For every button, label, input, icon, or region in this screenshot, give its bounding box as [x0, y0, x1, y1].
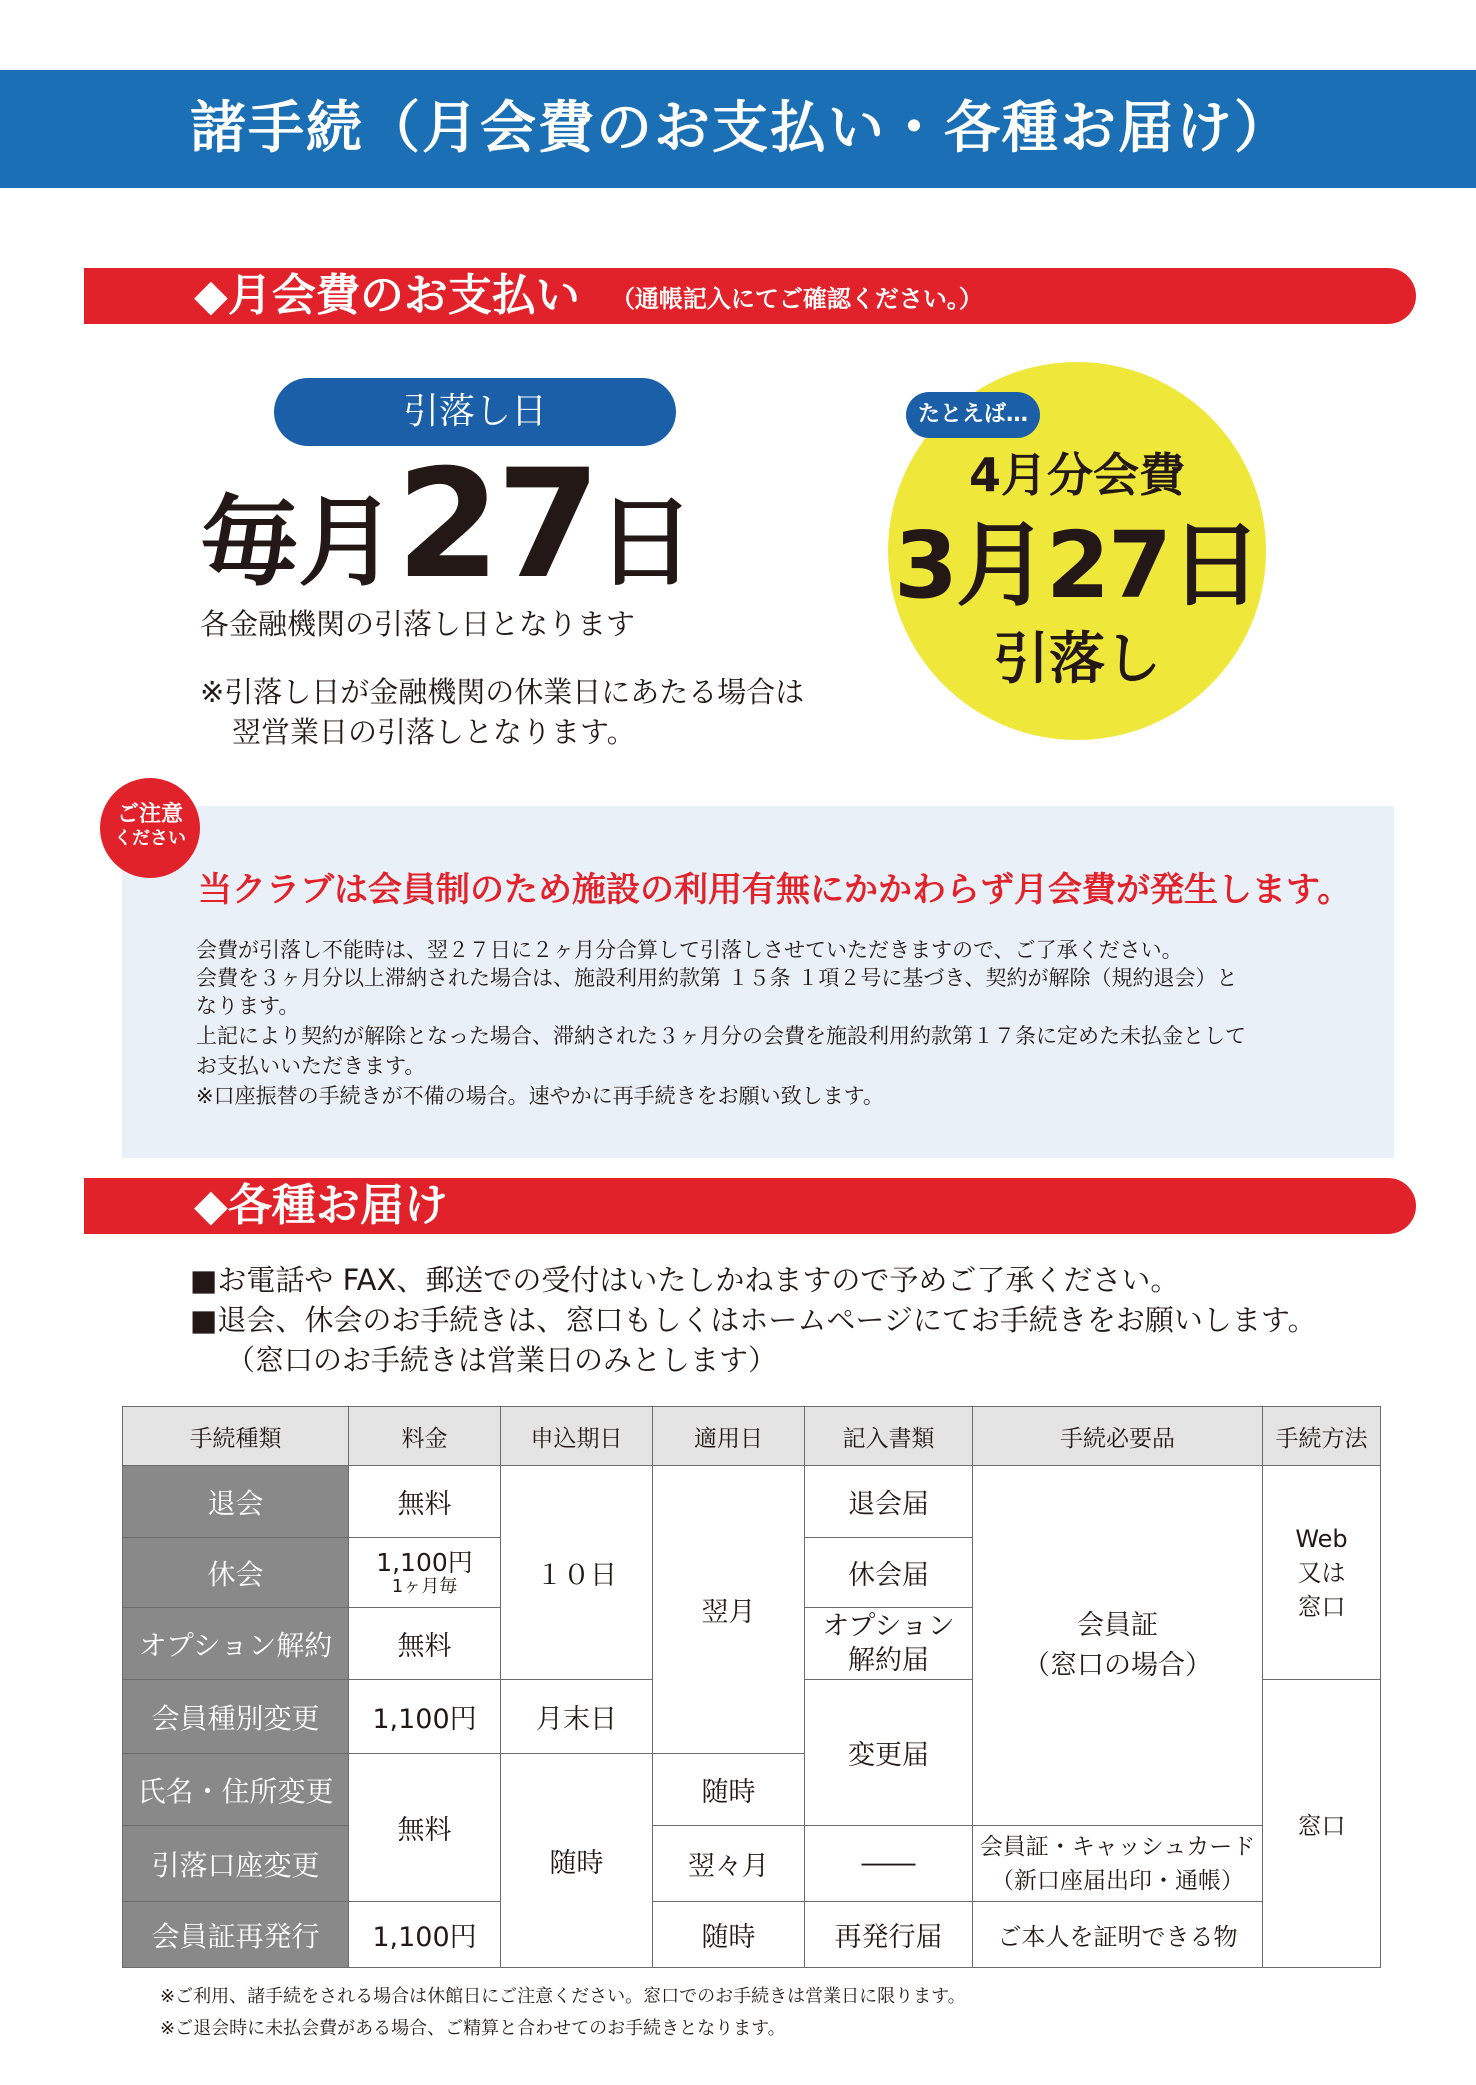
- footnote: ※ご退会時に未払会費がある場合、ご精算と合わせてのお手続きとなります。: [160, 2018, 786, 2039]
- table-row: [123, 1902, 1381, 1968]
- deadline-cell: 随時: [501, 1754, 653, 1968]
- apply-date-cell: 翌々月: [653, 1826, 805, 1902]
- notifications-section-header: [84, 1178, 1416, 1234]
- form-cell: 変更届: [805, 1680, 973, 1826]
- page-title-banner: [0, 70, 1476, 188]
- fee-cell: 1,100円: [349, 1902, 501, 1968]
- notification-line: ■お電話や FAX、郵送での受付はいたしかねますので予めご了承ください。: [190, 1263, 1180, 1297]
- holiday-note-line1: ※引落し日が金融機関の休業日にあたる場合は: [200, 675, 805, 709]
- column-header: 適用日: [653, 1407, 805, 1466]
- payment-section-header: [84, 268, 1416, 324]
- table-row: [123, 1466, 1381, 1538]
- debit-day-suffix: 日: [596, 486, 695, 600]
- fee-amount: 1,100円: [376, 1547, 473, 1577]
- caution-badge: [100, 778, 200, 878]
- fee-cell: [349, 1538, 501, 1608]
- procedure-type: 会員種別変更: [123, 1680, 349, 1754]
- notice-line: 上記により契約が解除となった場合、滞納された３ヶ月分の会費を施設利用約款第１７条に定めた未払金として: [196, 1024, 1246, 1048]
- caution-badge-line1: ご注意: [116, 802, 183, 827]
- debit-day-prefix: 毎月: [200, 486, 397, 600]
- apply-date-cell: 翌月: [653, 1466, 805, 1754]
- debit-day-number: 27: [396, 438, 597, 612]
- form-cell: [805, 1608, 973, 1680]
- example-debit: 引落し: [993, 627, 1161, 692]
- notice-headline: 当クラブは会員制のため施設の利用有無にかかわらず月会費が発生します。: [198, 870, 1352, 910]
- procedure-type: 氏名・住所変更: [123, 1754, 349, 1826]
- table-row: [123, 1826, 1381, 1902]
- holiday-note-line2: 翌営業日の引落しとなります。: [232, 715, 636, 749]
- deadline-cell: １０日: [501, 1466, 653, 1680]
- example-month-fee: 4月分会費: [968, 448, 1185, 502]
- fee-unit: 1ヶ月毎: [391, 1575, 458, 1597]
- method-cell: 窓口: [1263, 1680, 1381, 1968]
- required-items-cell: ご本人を証明できる物: [973, 1902, 1263, 1968]
- required-items-line1: 会員証・キャッシュカード: [979, 1833, 1256, 1860]
- apply-date-cell: 随時: [653, 1902, 805, 1968]
- payment-section-title: ◆月会費のお支払い: [194, 270, 580, 321]
- notification-line: （窓口のお手続きは営業日のみとします）: [226, 1343, 778, 1377]
- column-header: 手続方法: [1263, 1407, 1381, 1466]
- footnote: ※ご利用、諸手続をされる場合は休館日にご注意ください。窓口でのお手続きは営業日に限ります。: [160, 1986, 966, 2007]
- fee-cell: 無料: [349, 1608, 501, 1680]
- form-cell: ――: [805, 1826, 973, 1902]
- required-items-line2: （新口座届出印・通帳）: [991, 1867, 1244, 1894]
- debit-day-value: [200, 438, 695, 612]
- payment-section-note: （通帳記入にてご確認ください。）: [610, 284, 983, 313]
- form-line: オプション: [822, 1610, 955, 1642]
- column-header: 申込期日: [501, 1407, 653, 1466]
- notice-line: ※口座振替の手続きが不備の場合。速やかに再手続きをお願い致します。: [196, 1084, 884, 1108]
- required-items-line2: （窓口の場合）: [1023, 1649, 1212, 1681]
- form-cell: 再発行届: [805, 1902, 973, 1968]
- caution-badge-line2: ください: [114, 828, 186, 849]
- column-header: 料金: [349, 1407, 501, 1466]
- apply-date-cell: 随時: [653, 1754, 805, 1826]
- column-header: 手続必要品: [973, 1407, 1263, 1466]
- example-label: たとえば…: [906, 392, 1040, 438]
- notice-line: 会費を３ヶ月分以上滞納された場合は、施設利用約款第 １５条 １項２号に基づき、契約が解除（規約退会）と: [196, 966, 1238, 990]
- fee-cell: 無料: [349, 1754, 501, 1902]
- debit-note: 各金融機関の引落し日となります: [200, 607, 636, 641]
- form-cell: 休会届: [805, 1538, 973, 1608]
- column-header: 手続種類: [123, 1407, 349, 1466]
- required-items-cell: [973, 1826, 1263, 1902]
- page-title: 諸手続（月会費のお支払い・各種お届け）: [190, 96, 1292, 161]
- method-cell: [1263, 1466, 1381, 1680]
- notifications-section-title: ◆各種お届け: [194, 1180, 448, 1231]
- procedure-type: 会員証再発行: [123, 1902, 349, 1968]
- deadline-cell: 月末日: [501, 1680, 653, 1754]
- notification-line: ■退会、休会のお手続きは、窓口もしくはホームページにてお手続きをお願いします。: [190, 1303, 1317, 1337]
- notice-line: お支払いいただきます。: [196, 1054, 426, 1078]
- fee-cell: 1,100円: [349, 1680, 501, 1754]
- required-items-cell: [973, 1466, 1263, 1826]
- debit-day-label: 引落し日: [274, 378, 676, 446]
- example-date: 3月27日: [893, 512, 1261, 619]
- table-header-row: [123, 1407, 1381, 1466]
- form-cell: 退会届: [805, 1466, 973, 1538]
- column-header: 記入書類: [805, 1407, 973, 1466]
- procedure-type: 退会: [123, 1466, 349, 1538]
- method-line: 窓口: [1297, 1592, 1346, 1621]
- required-items-line1: 会員証: [1077, 1609, 1158, 1641]
- form-line: 解約届: [848, 1644, 929, 1676]
- fee-cell: 無料: [349, 1466, 501, 1538]
- procedures-table: [122, 1406, 1381, 1968]
- method-line: Web: [1295, 1524, 1348, 1553]
- notice-line: 会費が引落し不能時は、翌２７日に２ヶ月分合算して引落しさせていただきますので、ご了承ください。: [196, 938, 1183, 962]
- notice-line: なります。: [196, 994, 300, 1018]
- method-line: 又は: [1297, 1558, 1346, 1587]
- procedure-type: 引落口座変更: [123, 1826, 349, 1902]
- procedure-type: 休会: [123, 1538, 349, 1608]
- procedure-type: オプション解約: [123, 1608, 349, 1680]
